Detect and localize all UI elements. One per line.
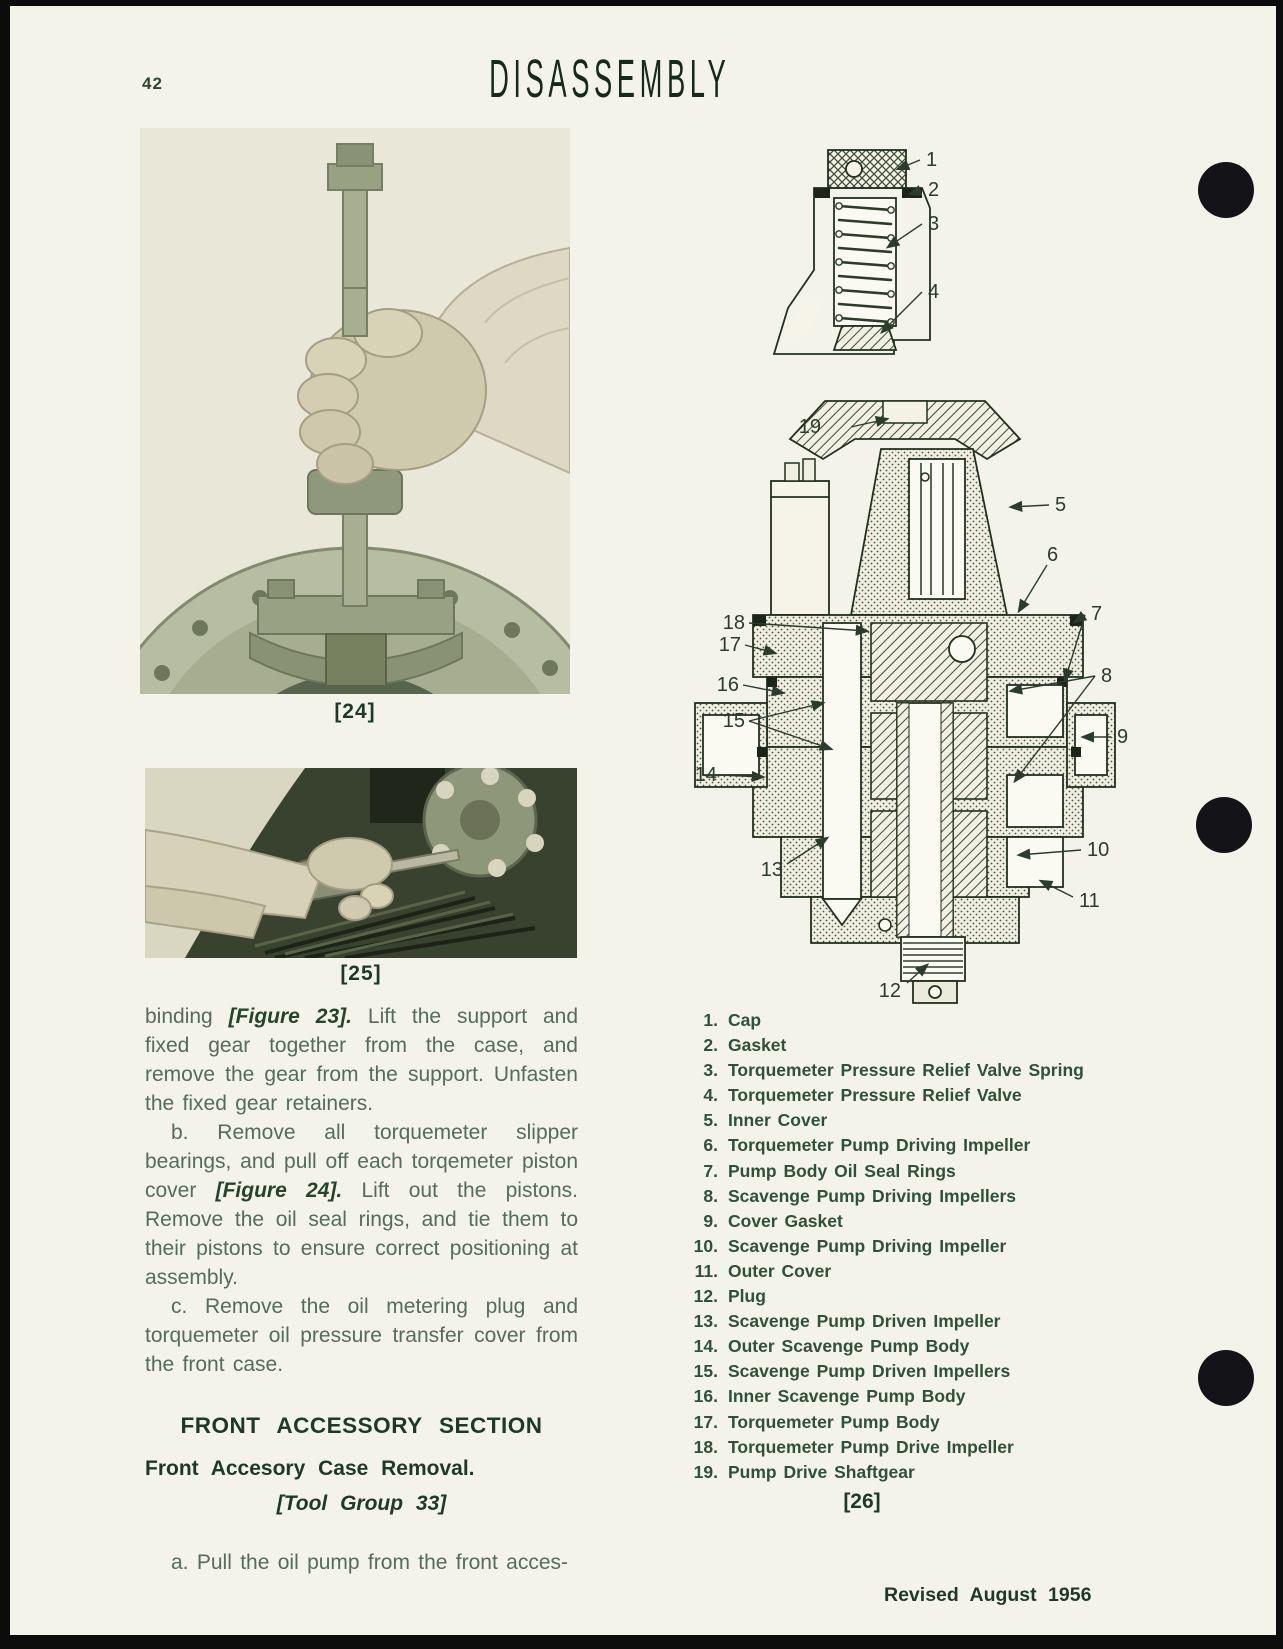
- parts-list-item: [680, 1159, 1120, 1184]
- parts-list-number: 13.: [693, 1311, 718, 1332]
- parts-list-number: 9.: [703, 1210, 718, 1231]
- parts-list-label: Torquemeter Pump Drive Impeller: [728, 1436, 1014, 1457]
- parts-list-item: [680, 1334, 1120, 1359]
- parts-list-item: [680, 1435, 1120, 1460]
- parts-list: [680, 1008, 1120, 1485]
- parts-list-number: 6.: [703, 1135, 718, 1156]
- page-title: DISASSEMBLY: [489, 47, 731, 109]
- callout-18: 18: [722, 612, 745, 634]
- parts-list-label: Outer Cover: [728, 1260, 832, 1281]
- parts-list-item: [680, 1259, 1120, 1284]
- parts-list-label: Torquemeter Pressure Relief Valve Spring: [728, 1060, 1084, 1081]
- parts-list-item: [680, 1410, 1120, 1435]
- punch-hole-dot: [1198, 1350, 1254, 1406]
- parts-list-label: Gasket: [728, 1035, 787, 1056]
- paragraph-text: c. Remove the oil metering plug and torquemeter oil pressure transfer cover from the front case.: [145, 1295, 578, 1376]
- parts-list-item: [680, 1108, 1120, 1133]
- parts-list-label: Inner Cover: [728, 1110, 828, 1131]
- parts-list-item: [680, 1058, 1120, 1083]
- oil-pump-diagram: [675, 385, 1135, 1005]
- page-edge-bottom: [0, 1635, 1283, 1649]
- parts-list-label: Torquemeter Pump Driving Impeller: [728, 1135, 1031, 1156]
- parts-list-label: Torquemeter Pressure Relief Valve: [728, 1085, 1022, 1106]
- parts-list-label: Scavenge Pump Driving Impeller: [728, 1235, 1007, 1256]
- callout-2: 2: [928, 179, 940, 201]
- page-header: [300, 47, 920, 109]
- parts-list-number: 16.: [693, 1386, 718, 1407]
- parts-list-label: Scavenge Pump Driven Impellers: [728, 1361, 1011, 1382]
- parts-list-number: 4.: [703, 1085, 718, 1106]
- callout-9: 9: [1117, 726, 1129, 748]
- paragraph-text: b. Remove all torquemeter slipper bearings, and pull off each torqemeter piston cover: [145, 1121, 578, 1202]
- revision-note: Revised August 1956: [884, 1584, 1092, 1606]
- parts-list-label: Scavenge Pump Driven Impeller: [728, 1311, 1001, 1332]
- parts-list-item: [680, 1133, 1120, 1158]
- figure-26-label: [26]: [843, 1490, 881, 1513]
- parts-list-item: [680, 1284, 1120, 1309]
- parts-list-item: [680, 1209, 1120, 1234]
- body-text-column: [145, 1002, 578, 1577]
- parts-list-item: [680, 1234, 1120, 1259]
- parts-list-item: [680, 1384, 1120, 1409]
- parts-list-label: Cover Gasket: [728, 1210, 843, 1231]
- callout-11: 11: [1079, 890, 1100, 912]
- figure-reference: [Figure 23].: [228, 1005, 352, 1028]
- continuation-line: a. Pull the oil pump from the front acces-: [171, 1551, 569, 1574]
- section-heading: FRONT ACCESSORY SECTION: [180, 1413, 543, 1438]
- callout-7: 7: [1091, 603, 1103, 625]
- callout-13: 13: [760, 859, 783, 881]
- callout-12: 12: [878, 980, 901, 1002]
- callout-4: 4: [928, 281, 940, 303]
- figure-reference: [Figure 24].: [215, 1179, 343, 1202]
- parts-list-number: 14.: [693, 1336, 718, 1357]
- paragraph-text: binding: [145, 1005, 229, 1028]
- parts-list-label: Inner Scavenge Pump Body: [728, 1386, 966, 1407]
- figure-24-label: [24]: [334, 700, 376, 723]
- page-edge-top: [0, 0, 1283, 6]
- callout-5: 5: [1055, 494, 1067, 516]
- parts-list-item: [680, 1083, 1120, 1108]
- body-paragraphs: [145, 1002, 578, 1379]
- parts-list-number: 12.: [693, 1286, 718, 1307]
- callout-10: 10: [1087, 839, 1110, 861]
- parts-list-number: 19.: [693, 1461, 718, 1482]
- callout-1: 1: [926, 149, 938, 171]
- callout-19: 19: [798, 416, 821, 438]
- parts-list-number: 8.: [703, 1185, 718, 1206]
- parts-list-item: [680, 1309, 1120, 1334]
- page-edge-right: [1276, 0, 1283, 1649]
- parts-list-number: 7.: [703, 1160, 718, 1181]
- parts-list-number: 18.: [693, 1436, 718, 1457]
- parts-list-number: 2.: [703, 1035, 718, 1056]
- punch-hole-dot: [1196, 797, 1252, 853]
- body-paragraph: [145, 1292, 578, 1379]
- callout-17: 17: [718, 634, 741, 656]
- parts-list-label: Plug: [728, 1286, 766, 1307]
- body-paragraph: [145, 1118, 578, 1292]
- parts-list-item: [680, 1460, 1120, 1485]
- parts-list-item: [680, 1359, 1120, 1384]
- callout-15: 15: [722, 710, 745, 732]
- parts-list-label: Pump Drive Shaftgear: [728, 1461, 915, 1482]
- parts-list-label: Pump Body Oil Seal Rings: [728, 1160, 956, 1181]
- parts-list-number: 1.: [703, 1010, 718, 1030]
- parts-list-number: 11.: [694, 1260, 718, 1281]
- tool-group-reference: [Tool Group 33]: [276, 1492, 447, 1515]
- callout-14: 14: [694, 764, 717, 786]
- page-number: 42: [142, 74, 163, 93]
- parts-list-label: Outer Scavenge Pump Body: [728, 1336, 970, 1357]
- parts-list-number: 3.: [703, 1060, 718, 1081]
- parts-list-number: 10.: [693, 1235, 718, 1256]
- figure-25-label: [25]: [340, 962, 382, 985]
- parts-list-item: [680, 1008, 1120, 1033]
- parts-list-item: [680, 1033, 1120, 1058]
- body-paragraph: [145, 1002, 578, 1118]
- callout-16: 16: [716, 674, 739, 696]
- parts-list-number: 5.: [703, 1110, 718, 1131]
- parts-list-label: Torquemeter Pump Body: [728, 1411, 940, 1432]
- relief-valve-diagram: [770, 142, 1170, 372]
- subsection-heading: Front Accesory Case Removal.: [145, 1457, 475, 1480]
- punch-hole-dot: [1198, 162, 1254, 218]
- parts-list-number: 17.: [693, 1411, 718, 1432]
- parts-list-label: Scavenge Pump Driving Impellers: [728, 1185, 1017, 1206]
- page-edge-left: [0, 0, 10, 1649]
- figure-25-photo: [145, 768, 577, 958]
- callout-3: 3: [928, 213, 940, 235]
- paragraph-text: Lift out the pistons. Remove the oil seal rings, and tie them to their pistons to ensure correct positioning at assembly.: [145, 1179, 579, 1289]
- callout-6: 6: [1047, 544, 1059, 566]
- callout-8: 8: [1101, 665, 1113, 687]
- parts-list-item: [680, 1184, 1120, 1209]
- figure-24-photo: [140, 128, 570, 694]
- parts-list-number: 15.: [693, 1361, 718, 1382]
- parts-list-label: Cap: [728, 1010, 762, 1030]
- paragraph-text: Lift the support and fixed gear together from the case, and remove the gear from the support. Unfasten the fixed gear retainers.: [145, 1005, 579, 1115]
